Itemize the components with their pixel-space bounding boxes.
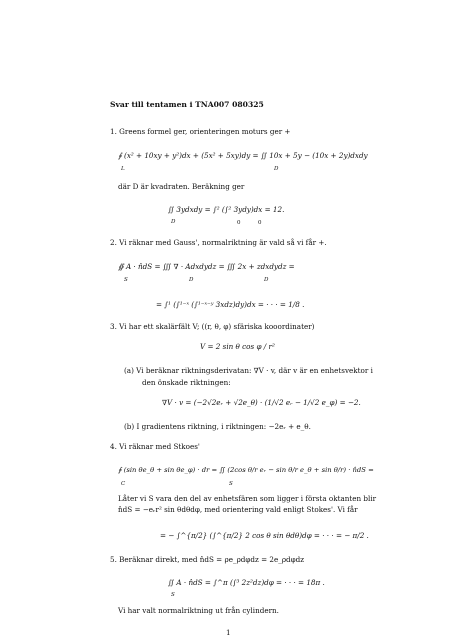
problem-4-eq1-C-sub: C (121, 481, 126, 487)
problem-3a-text: (a) Vi beräknar riktningsderivatan: ∇V · v, där v är en enhetsvektor i (124, 366, 373, 375)
problem-1-where: där D är kvadraten. Beräkning ger (118, 182, 245, 191)
problem-1-intro: 1. Greens formel ger, orienteringen moturs ger + (110, 127, 291, 136)
problem-1-eq2-lower-limit-2: 0 (258, 220, 262, 226)
problem-2-eq1-D-sub: D (189, 277, 194, 283)
problem-1-equation-1: ∮ (x² + 10xy + y²)dx + (5x² + 5xy)dy = ∬ 10x + 5y − (10x + 2y)dxdy (118, 151, 368, 160)
problem-4-text-2: n̂dS = −eᵣr² sin θdθdφ, med orientering vald enligt Stokes'. Vi får (118, 505, 358, 514)
problem-1-equation-2: ∬ 3ydxdy = ∫² (∫² 3ydy)dx = 12. (168, 205, 285, 214)
problem-3a-equation: ∇V · v = (−2√2eᵣ + √2e_θ) · (1/√2 eᵣ − 1/√2 e_φ) = −2. (162, 398, 361, 407)
problem-5-equation: ∬ A · n̂dS = ∫^π (∫³ 2z²dz)dφ = · · · = 18π . (168, 578, 325, 587)
problem-4-equation-1: ∮ (sin θe_θ + sin θe_φ) · dr = ∬ (2cos θ/r eᵣ − sin θ/r e_θ + sin θ/r) · n̂dS = (118, 466, 374, 474)
problem-1-eq1-L-sub: L (121, 166, 125, 172)
problem-3-intro: 3. Vi har ett skalärfält V; ((r, θ, φ) sfäriska kooordinater) (110, 322, 315, 331)
problem-3b-text: (b) I gradientens riktning, i riktningen: −2eᵣ + e_θ. (124, 422, 311, 431)
problem-3-field-V: V = 2 sin θ cos φ / r² (200, 342, 275, 351)
problem-4-eq1-S-sub: S (229, 481, 233, 487)
problem-1-eq2-lower-limit: 0 (237, 220, 241, 226)
problem-1-eq2-D-sub: D (171, 219, 176, 225)
problem-4-intro: 4. Vi räknar med Stkoes' (110, 442, 200, 451)
problem-2-equation-1: ∯ A · n̂dS = ∭ ∇ · Adxdydz = ∭ 2x + zdxdydz = (118, 262, 295, 271)
problem-2-eq1-D-sub-2: D (264, 277, 269, 283)
page-number: 1 (226, 628, 231, 637)
problem-5-eq-S-sub: S (171, 592, 175, 598)
problem-3a-text-2: den önskade riktningen: (142, 378, 231, 387)
problem-4-text-1: Låter vi S vara den del av enhetsfären som ligger i första oktanten blir (118, 494, 377, 503)
problem-1-eq1-D-sub: D (274, 166, 279, 172)
problem-2-eq1-S-sub: S (124, 277, 128, 283)
problem-5-text: Vi har valt normalriktning ut från cylindern. (118, 606, 279, 615)
problem-2-intro: 2. Vi räknar med Gauss', normalriktning är vald så vi får +. (110, 238, 327, 247)
problem-4-equation-2: = − ∫^{π/2} (∫^{π/2} 2 cos θ sin θdθ)dφ = · · · = − π/2 . (160, 531, 369, 540)
document-title: Svar till tentamen i TNA007 080325 (110, 100, 264, 109)
problem-2-equation-2: = ∫¹ (∫¹⁻ˣ (∫¹⁻ˣ⁻ʸ 3xdz)dy)dx = · · · = 1/8 . (156, 300, 305, 309)
problem-5-intro: 5. Beräknar direkt, med n̂dS = ρe_ρdφdz = 2e_ρdφdz (110, 555, 305, 564)
